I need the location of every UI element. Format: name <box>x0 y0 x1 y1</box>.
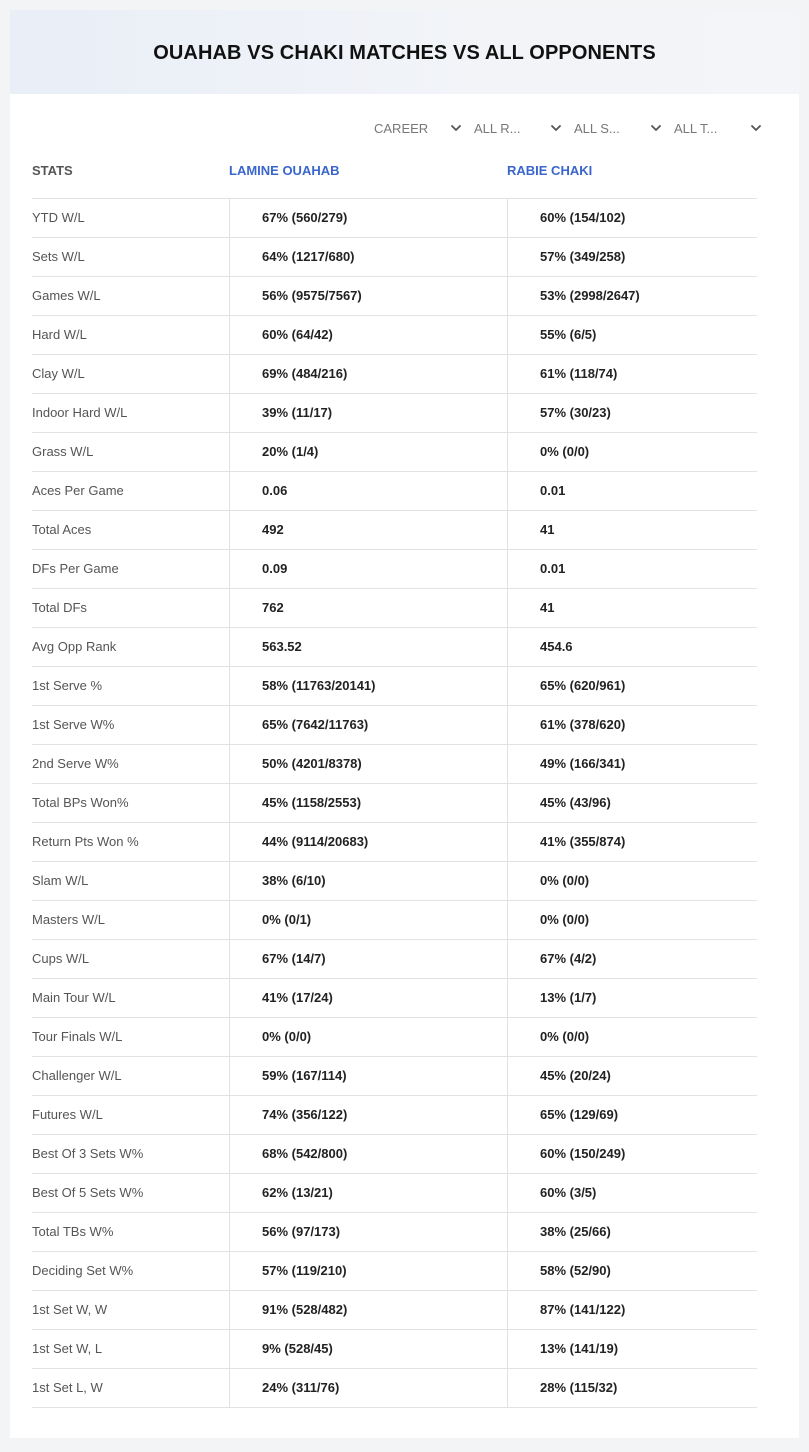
stat-label: Cups W/L <box>32 951 90 966</box>
player2-value: 57% (349/258) <box>507 238 757 276</box>
filter-bar <box>374 118 774 138</box>
player2-value: 57% (30/23) <box>507 394 757 432</box>
stat-label: 1st Set W, L <box>32 1341 103 1356</box>
player1-value: 57% (119/210) <box>229 1252 507 1290</box>
stat-label: Indoor Hard W/L <box>32 405 128 420</box>
player2-value: 65% (620/961) <box>507 667 757 705</box>
stat-label: Main Tour W/L <box>32 990 116 1005</box>
player1-value: 24% (311/76) <box>229 1369 507 1407</box>
player1-value: 60% (64/42) <box>229 316 507 354</box>
stat-label: Slam W/L <box>32 873 89 888</box>
table-row <box>32 745 757 784</box>
stats-table <box>32 198 757 1408</box>
filter-dropdown-3[interactable] <box>674 118 774 138</box>
player1-value: 9% (528/45) <box>229 1330 507 1368</box>
table-row <box>32 1174 757 1213</box>
player1-value: 762 <box>229 589 507 627</box>
stat-label: Clay W/L <box>32 366 85 381</box>
stat-label: Masters W/L <box>32 912 105 927</box>
chevron-down-icon <box>450 122 462 134</box>
player2-value: 87% (141/122) <box>507 1291 757 1329</box>
player2-value: 0% (0/0) <box>507 901 757 939</box>
table-row <box>32 199 757 238</box>
table-row <box>32 1291 757 1330</box>
player2-value: 0.01 <box>507 472 757 510</box>
page-title: OUAHAB VS CHAKI MATCHES VS ALL OPPONENTS <box>153 41 656 64</box>
table-row <box>32 277 757 316</box>
filter-label: ALL T... <box>674 120 718 136</box>
filter-label: ALL S... <box>574 120 620 136</box>
stat-label: Games W/L <box>32 288 101 303</box>
table-row <box>32 1213 757 1252</box>
table-row <box>32 784 757 823</box>
stat-label: 1st Set W, W <box>32 1302 108 1317</box>
table-row <box>32 1135 757 1174</box>
player2-value: 0.01 <box>507 550 757 588</box>
stat-label: Total BPs Won% <box>32 795 129 810</box>
player1-value: 44% (9114/20683) <box>229 823 507 861</box>
player2-value: 45% (20/24) <box>507 1057 757 1095</box>
table-row <box>32 511 757 550</box>
player1-value: 67% (560/279) <box>229 199 507 237</box>
player2-value: 454.6 <box>507 628 757 666</box>
player1-value: 58% (11763/20141) <box>229 667 507 705</box>
stat-label: Aces Per Game <box>32 483 124 498</box>
stat-label: 2nd Serve W% <box>32 756 119 771</box>
table-row <box>32 1330 757 1369</box>
player1-value: 38% (6/10) <box>229 862 507 900</box>
stat-label: Sets W/L <box>32 249 85 264</box>
table-row <box>32 472 757 511</box>
filter-dropdown-1[interactable] <box>474 118 574 138</box>
stat-label: Deciding Set W% <box>32 1263 134 1278</box>
table-row <box>32 550 757 589</box>
player1-value: 64% (1217/680) <box>229 238 507 276</box>
player2-value: 45% (43/96) <box>507 784 757 822</box>
card-header <box>10 10 799 94</box>
player1-value: 56% (97/173) <box>229 1213 507 1251</box>
player1-value: 91% (528/482) <box>229 1291 507 1329</box>
table-row <box>32 1252 757 1291</box>
stat-label: Avg Opp Rank <box>32 639 117 654</box>
stat-label: Return Pts Won % <box>32 834 139 849</box>
table-row <box>32 316 757 355</box>
stat-label: Total Aces <box>32 522 92 537</box>
table-row <box>32 823 757 862</box>
stat-label: YTD W/L <box>32 210 85 225</box>
table-row <box>32 862 757 901</box>
player2-value: 61% (378/620) <box>507 706 757 744</box>
player1-value: 45% (1158/2553) <box>229 784 507 822</box>
player2-value: 55% (6/5) <box>507 316 757 354</box>
player2-value: 60% (3/5) <box>507 1174 757 1212</box>
player1-value: 0.09 <box>229 550 507 588</box>
player1-value: 68% (542/800) <box>229 1135 507 1173</box>
stat-label: 1st Serve % <box>32 678 103 693</box>
player2-value: 0% (0/0) <box>507 1018 757 1056</box>
stat-label: Tour Finals W/L <box>32 1029 123 1044</box>
player2-value: 0% (0/0) <box>507 862 757 900</box>
table-row <box>32 628 757 667</box>
table-row <box>32 433 757 472</box>
player1-value: 62% (13/21) <box>229 1174 507 1212</box>
table-row <box>32 667 757 706</box>
column-header-player2[interactable]: RABIE CHAKI <box>507 163 593 178</box>
player2-value: 53% (2998/2647) <box>507 277 757 315</box>
player2-value: 13% (1/7) <box>507 979 757 1017</box>
player2-value: 28% (115/32) <box>507 1369 757 1407</box>
table-row <box>32 706 757 745</box>
player1-value: 67% (14/7) <box>229 940 507 978</box>
player2-value: 61% (118/74) <box>507 355 757 393</box>
player2-value: 41 <box>507 589 757 627</box>
table-row <box>32 238 757 277</box>
table-row <box>32 1018 757 1057</box>
player1-value: 0% (0/0) <box>229 1018 507 1056</box>
player1-value: 59% (167/114) <box>229 1057 507 1095</box>
column-header-player1[interactable]: LAMINE OUAHAB <box>229 163 340 178</box>
player2-value: 38% (25/66) <box>507 1213 757 1251</box>
stat-label: Total TBs W% <box>32 1224 114 1239</box>
player2-value: 67% (4/2) <box>507 940 757 978</box>
filter-label: ALL R... <box>474 120 521 136</box>
table-row <box>32 1369 757 1408</box>
player1-value: 492 <box>229 511 507 549</box>
filter-label: CAREER <box>374 120 429 136</box>
table-header <box>32 162 757 198</box>
stat-label: 1st Serve W% <box>32 717 115 732</box>
stat-label: DFs Per Game <box>32 561 119 576</box>
stat-label: Best Of 3 Sets W% <box>32 1146 144 1161</box>
column-header-stats: STATS <box>32 163 73 178</box>
table-row <box>32 901 757 940</box>
stat-label: Hard W/L <box>32 327 87 342</box>
chevron-down-icon <box>650 122 662 134</box>
table-row <box>32 979 757 1018</box>
player2-value: 58% (52/90) <box>507 1252 757 1290</box>
player2-value: 13% (141/19) <box>507 1330 757 1368</box>
table-row <box>32 1057 757 1096</box>
player1-value: 0.06 <box>229 472 507 510</box>
table-row <box>32 355 757 394</box>
player1-value: 56% (9575/7567) <box>229 277 507 315</box>
player2-value: 0% (0/0) <box>507 433 757 471</box>
filter-dropdown-2[interactable] <box>574 118 674 138</box>
player2-value: 60% (154/102) <box>507 199 757 237</box>
player2-value: 41 <box>507 511 757 549</box>
player1-value: 0% (0/1) <box>229 901 507 939</box>
filter-dropdown-0[interactable] <box>374 118 474 138</box>
table-row <box>32 940 757 979</box>
stat-label: Total DFs <box>32 600 87 615</box>
player1-value: 563.52 <box>229 628 507 666</box>
player2-value: 41% (355/874) <box>507 823 757 861</box>
player1-value: 74% (356/122) <box>229 1096 507 1134</box>
stat-label: Challenger W/L <box>32 1068 122 1083</box>
player1-value: 39% (11/17) <box>229 394 507 432</box>
stat-label: Best Of 5 Sets W% <box>32 1185 144 1200</box>
player1-value: 69% (484/216) <box>229 355 507 393</box>
player1-value: 50% (4201/8378) <box>229 745 507 783</box>
chevron-down-icon <box>550 122 562 134</box>
player1-value: 41% (17/24) <box>229 979 507 1017</box>
chevron-down-icon <box>750 122 762 134</box>
table-row <box>32 589 757 628</box>
player1-value: 65% (7642/11763) <box>229 706 507 744</box>
table-row <box>32 394 757 433</box>
player2-value: 60% (150/249) <box>507 1135 757 1173</box>
stat-label: Futures W/L <box>32 1107 103 1122</box>
player2-value: 49% (166/341) <box>507 745 757 783</box>
stat-label: 1st Set L, W <box>32 1380 103 1395</box>
table-row <box>32 1096 757 1135</box>
stat-label: Grass W/L <box>32 444 94 459</box>
player1-value: 20% (1/4) <box>229 433 507 471</box>
player2-value: 65% (129/69) <box>507 1096 757 1134</box>
